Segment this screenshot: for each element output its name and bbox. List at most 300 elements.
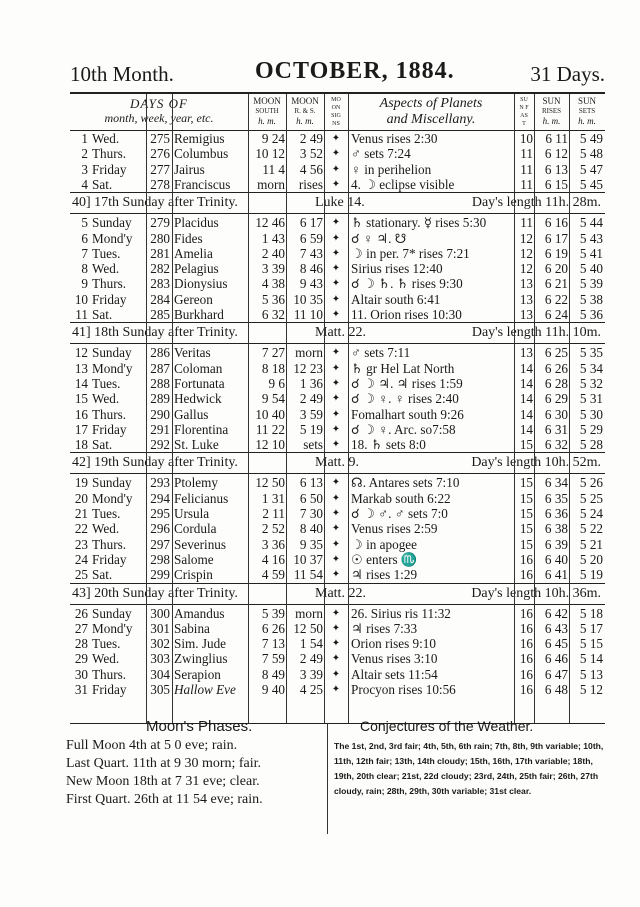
moon-phase-item: First Quart. 26th at 11 54 eve; rain. — [66, 792, 263, 807]
aspect-text: ☌ ☽ ♀. Arc. so7:58 — [351, 421, 456, 437]
weekday: Wed. — [92, 651, 120, 667]
weekday: Tues. — [92, 245, 121, 261]
sun-fast: 13 — [519, 307, 533, 322]
day-of-year: 276 — [150, 146, 170, 162]
moon-south: 10 40 — [255, 406, 285, 422]
day-row — [70, 276, 605, 291]
moon-phase-item: New Moon 18th at 7 31 eve; clear. — [66, 774, 260, 789]
col-days-of: DAYS OF month, week, year, etc. — [104, 96, 214, 125]
saint-name: Florentina — [174, 421, 229, 437]
sun-sets: 5 24 — [579, 506, 603, 521]
moon-rise-set: 12 23 — [293, 360, 323, 376]
column-rule — [324, 94, 325, 723]
sun-rises: 6 40 — [544, 551, 568, 567]
day-of-month: 8 — [81, 261, 88, 277]
day-of-year: 289 — [150, 391, 170, 407]
moon-south: 4 38 — [261, 276, 285, 292]
moon-south: 3 36 — [261, 536, 285, 552]
sun-sets: 5 36 — [579, 307, 603, 322]
sun-rises: 6 36 — [544, 506, 568, 521]
sun-rises: 6 20 — [544, 261, 568, 277]
day-row — [70, 162, 605, 177]
day-row — [70, 682, 605, 697]
zodiac-sign-icon: ✦ — [331, 523, 341, 535]
weekday: Thurs. — [92, 666, 127, 682]
day-of-month: 6 — [81, 230, 88, 246]
day-length: Day's length 10h. 52m. — [471, 455, 601, 471]
sun-rises: 6 30 — [544, 406, 568, 422]
moon-south: 1 31 — [261, 490, 285, 506]
column-rule — [348, 94, 349, 723]
aspect-text: ♂ sets 7:11 — [351, 345, 411, 361]
sun-sets: 5 15 — [579, 636, 603, 652]
section-divider — [327, 724, 328, 834]
sun-rises: 6 32 — [544, 437, 568, 453]
saint-name: Hedwick — [174, 391, 222, 407]
aspect-text: Altair south 6:41 — [351, 291, 441, 307]
sun-rises: 6 21 — [544, 276, 568, 292]
day-of-month: 18 — [74, 437, 88, 453]
day-of-year: 279 — [150, 215, 170, 231]
day-of-month: 23 — [74, 536, 88, 552]
day-of-year: 286 — [150, 345, 170, 361]
weekday: Thurs. — [92, 536, 127, 552]
day-length: Day's length 10h. 36m. — [471, 585, 601, 601]
moon-south: 2 11 — [262, 506, 285, 521]
moon-south: 4 16 — [261, 551, 285, 567]
week-reading: Matt. 9. — [315, 455, 359, 471]
column-rule — [569, 94, 570, 723]
weekday: Friday — [92, 421, 127, 437]
sun-sets: 5 14 — [579, 651, 603, 667]
moon-south: 1 43 — [261, 230, 285, 246]
moon-south: 2 40 — [261, 245, 285, 261]
zodiac-sign-icon: ✦ — [331, 569, 341, 581]
saint-name: Gallus — [174, 406, 209, 422]
sun-fast: 16 — [519, 620, 533, 636]
aspect-text: Sirius rises 12:40 — [351, 261, 443, 277]
saint-name: Sabina — [174, 620, 210, 636]
moon-south: 9 24 — [261, 131, 285, 146]
day-of-month: 21 — [74, 506, 88, 521]
moon-rise-set: 1 36 — [299, 375, 323, 391]
day-of-month: 4 — [81, 176, 88, 192]
moon-south: 11 22 — [255, 421, 285, 437]
sun-fast: 13 — [519, 276, 533, 292]
saint-name: Zwinglius — [174, 651, 228, 667]
day-of-year: 277 — [150, 161, 170, 177]
sun-rises: 6 28 — [544, 375, 568, 391]
sun-fast: 16 — [519, 651, 533, 667]
zodiac-sign-icon: ✦ — [331, 148, 341, 160]
week-header — [70, 322, 605, 344]
sun-rises: 6 22 — [544, 291, 568, 307]
saint-name: Placidus — [174, 215, 219, 231]
weekday: Tues. — [92, 375, 121, 391]
sun-rises: 6 47 — [544, 666, 568, 682]
day-row — [70, 552, 605, 567]
sun-fast: 14 — [519, 360, 533, 376]
zodiac-sign-icon: ✦ — [331, 553, 341, 565]
saint-name: Crispin — [174, 567, 213, 583]
weekday: Friday — [92, 291, 127, 307]
day-of-month: 30 — [74, 666, 88, 682]
zodiac-sign-icon: ✦ — [331, 607, 341, 619]
moon-phase-item: Last Quart. 11th at 9 30 morn; fair. — [66, 756, 262, 771]
sun-sets: 5 34 — [579, 360, 603, 376]
day-row — [70, 506, 605, 521]
day-of-month: 17 — [74, 421, 88, 437]
aspect-text: ♂ sets 7:24 — [351, 146, 411, 162]
weekday: Sat. — [92, 567, 113, 583]
day-of-month: 13 — [74, 360, 88, 376]
sun-rises: 6 35 — [544, 490, 568, 506]
days-count: 31 Days. — [530, 62, 605, 86]
moon-rise-set: 11 54 — [293, 567, 323, 583]
moon-rise-set: 7 43 — [299, 245, 323, 261]
day-of-year: 297 — [150, 536, 170, 552]
day-of-month: 5 — [81, 215, 88, 231]
day-row — [70, 376, 605, 391]
week-label: 42] 19th Sunday after Trinity. — [72, 455, 238, 471]
moon-rise-set: 5 19 — [299, 421, 323, 437]
week-label: 41] 18th Sunday after Trinity. — [72, 325, 238, 341]
moon-rise-set: 6 59 — [299, 230, 323, 246]
moon-south: 12 50 — [255, 475, 285, 491]
day-of-year: 294 — [150, 490, 170, 506]
sun-rises: 6 24 — [544, 307, 568, 322]
day-of-month: 19 — [74, 475, 88, 491]
zodiac-sign-icon: ✦ — [331, 393, 341, 405]
aspect-text: 11. Orion rises 10:30 — [351, 307, 462, 322]
saint-name: Serapion — [174, 666, 221, 682]
moon-rise-set: rises — [298, 176, 323, 192]
sun-fast: 15 — [519, 490, 533, 506]
weekday: Wed. — [92, 261, 120, 277]
saint-name: Columbus — [174, 146, 229, 162]
aspect-text: ☌ ♀ ♃. ☋ — [351, 230, 407, 246]
day-row — [70, 667, 605, 682]
aspect-text: Venus rises 2:59 — [351, 521, 438, 537]
aspect-text: ☌ ☽ ♀. ♀ rises 2:40 — [351, 391, 459, 407]
aspect-text: Altair sets 11:54 — [351, 666, 438, 682]
day-of-month: 24 — [74, 551, 88, 567]
aspect-text: Markab south 6:22 — [351, 490, 451, 506]
sun-sets: 5 43 — [579, 230, 603, 246]
moon-rise-set: morn — [295, 345, 323, 361]
day-of-year: 300 — [150, 605, 170, 621]
day-row — [70, 521, 605, 536]
day-of-year: 282 — [150, 261, 170, 277]
sun-rises: 6 39 — [544, 536, 568, 552]
page-header — [70, 58, 605, 88]
column-rule — [248, 94, 249, 723]
moon-rise-set: 4 25 — [299, 682, 323, 697]
sun-fast: 16 — [519, 605, 533, 621]
weekday: Wed. — [92, 391, 120, 407]
sun-rises: 6 25 — [544, 345, 568, 361]
zodiac-sign-icon: ✦ — [331, 247, 341, 259]
page-title: OCTOBER, 1884. — [255, 58, 455, 84]
aspect-text: ♄ stationary. ☿ rises 5:30 — [351, 215, 487, 231]
saint-name: Felicianus — [174, 490, 229, 506]
sun-sets: 5 35 — [579, 345, 603, 361]
zodiac-sign-icon: ✦ — [331, 178, 341, 190]
calendar-table — [70, 92, 605, 724]
day-of-month: 3 — [81, 161, 88, 177]
moon-rise-set: 3 52 — [299, 146, 323, 162]
sun-rises: 6 43 — [544, 620, 568, 636]
day-of-month: 9 — [81, 276, 88, 292]
col-moon-south: MOON SOUTH h. m. — [253, 96, 281, 126]
saint-name: Amandus — [174, 605, 225, 621]
moon-rise-set: sets — [303, 437, 323, 453]
col-sun-fast: SUN FAST — [519, 97, 529, 127]
moon-rise-set: 10 35 — [293, 291, 323, 307]
week-label: 43] 20th Sunday after Trinity. — [72, 585, 238, 601]
day-of-year: 283 — [150, 276, 170, 292]
sun-sets: 5 25 — [579, 490, 603, 506]
sun-sets: 5 17 — [579, 620, 603, 636]
day-of-year: 278 — [150, 176, 170, 192]
sun-fast: 15 — [519, 506, 533, 521]
sun-sets: 5 45 — [579, 176, 603, 192]
sun-fast: 14 — [519, 421, 533, 437]
day-row — [70, 567, 605, 582]
zodiac-sign-icon: ✦ — [331, 163, 341, 175]
saint-name: Amelia — [174, 245, 213, 261]
column-rule — [534, 94, 535, 723]
day-row — [70, 307, 605, 322]
zodiac-sign-icon: ✦ — [331, 622, 341, 634]
moon-rise-set: 6 50 — [299, 490, 323, 506]
sun-rises: 6 45 — [544, 636, 568, 652]
col-moon-signs: MOON SIGNS — [331, 97, 341, 127]
sun-fast: 14 — [519, 406, 533, 422]
sun-fast: 13 — [519, 291, 533, 307]
moon-rise-set: morn — [295, 605, 323, 621]
aspect-text: Fomalhart south 9:26 — [351, 406, 464, 422]
weekday: Wed. — [92, 521, 120, 537]
day-of-year: 304 — [150, 666, 170, 682]
moon-rise-set: 9 35 — [299, 536, 323, 552]
day-of-month: 29 — [74, 651, 88, 667]
zodiac-sign-icon: ✦ — [331, 423, 341, 435]
col-sun-sets: SUN SETS h. m. — [577, 96, 596, 126]
moon-south: 7 27 — [261, 345, 285, 361]
day-of-year: 281 — [150, 245, 170, 261]
sun-sets: 5 41 — [579, 245, 603, 261]
day-of-year: 303 — [150, 651, 170, 667]
saint-name: Coloman — [174, 360, 223, 376]
day-of-year: 298 — [150, 551, 170, 567]
sun-rises: 6 13 — [544, 161, 568, 177]
weekday: Mond'y — [92, 490, 133, 506]
week-header — [70, 452, 605, 474]
aspect-text: ☌ ☽ ♄. ♄ rises 9:30 — [351, 276, 463, 292]
day-of-month: 7 — [81, 245, 88, 261]
column-rule — [146, 94, 147, 723]
day-row — [70, 437, 605, 452]
aspect-text: ♀ in perihelion — [351, 161, 432, 177]
sun-fast: 15 — [519, 521, 533, 537]
day-row — [70, 231, 605, 246]
sun-sets: 5 32 — [579, 375, 603, 391]
day-row — [70, 491, 605, 506]
sun-fast: 15 — [519, 437, 533, 453]
zodiac-sign-icon: ✦ — [331, 293, 341, 305]
sun-rises: 6 46 — [544, 651, 568, 667]
day-of-year: 301 — [150, 620, 170, 636]
sun-sets: 5 29 — [579, 421, 603, 437]
sun-sets: 5 38 — [579, 291, 603, 307]
aspect-text: 18. ♄ sets 8:0 — [351, 437, 426, 453]
day-of-year: 295 — [150, 506, 170, 521]
weekday: Friday — [92, 551, 127, 567]
column-rule — [514, 94, 515, 723]
week-label: 40] 17th Sunday after Trinity. — [72, 195, 238, 211]
moon-rise-set: 12 50 — [293, 620, 323, 636]
zodiac-sign-icon: ✦ — [331, 668, 341, 680]
aspect-text: Orion rises 9:10 — [351, 636, 436, 652]
week-reading: Luke 14. — [315, 195, 365, 211]
day-of-month: 25 — [74, 567, 88, 583]
sun-rises: 6 42 — [544, 605, 568, 621]
sun-fast: 15 — [519, 475, 533, 491]
day-row — [70, 407, 605, 422]
sun-rises: 6 38 — [544, 521, 568, 537]
aspect-text: 26. Sirius ris 11:32 — [351, 605, 451, 621]
moon-south: 12 46 — [255, 215, 285, 231]
aspect-text: 4. ☽ eclipse visible — [351, 176, 455, 192]
week-reading: Matt. 22. — [315, 585, 366, 601]
sun-sets: 5 31 — [579, 391, 603, 407]
moon-south: 7 13 — [261, 636, 285, 652]
column-headers — [70, 94, 605, 131]
moon-rise-set: 3 59 — [299, 406, 323, 422]
sun-fast: 11 — [520, 176, 533, 192]
day-of-year: 285 — [150, 307, 170, 322]
moon-rise-set: 10 37 — [293, 551, 323, 567]
day-row — [70, 246, 605, 261]
saint-name: Burkhard — [174, 307, 224, 322]
day-row — [70, 621, 605, 636]
moon-rise-set: 11 10 — [293, 307, 323, 322]
moon-rise-set: 2 49 — [299, 131, 323, 146]
zodiac-sign-icon: ✦ — [331, 232, 341, 244]
weekday: Thurs. — [92, 406, 127, 422]
weather-text: The 1st, 2nd, 3rd fair; 4th, 5th, 6th rain; 7th, 8th, 9th variable; 10th, 11th, 12th fair; 13th, 14th cloudy; 15th, 16th, 17th variable; 18th, 19th, 20th clear; 21st, 22d cloudy; 23rd, 24th, 25th fair; 26th, 27th cloudy, rain; 28th, 29th, 30th variable; 31st clear. — [334, 741, 604, 797]
zodiac-sign-icon: ✦ — [331, 439, 341, 451]
moon-phase-item: Full Moon 4th at 5 0 eve; rain. — [66, 738, 238, 753]
saint-name: Pelagius — [174, 261, 219, 277]
moon-south: 3 39 — [261, 261, 285, 277]
moon-south: 8 18 — [261, 360, 285, 376]
sun-fast: 11 — [520, 146, 533, 162]
day-of-year: 280 — [150, 230, 170, 246]
sun-sets: 5 13 — [579, 666, 603, 682]
sun-rises: 6 12 — [544, 146, 568, 162]
sun-fast: 12 — [519, 245, 533, 261]
sun-sets: 5 22 — [579, 521, 603, 537]
weather-title: Conjectures of the Weather. — [360, 718, 534, 734]
saint-name: Severinus — [174, 536, 227, 552]
sun-fast: 16 — [519, 666, 533, 682]
moon-south: 10 12 — [255, 146, 285, 162]
aspect-text: ☌ ☽ ♃. ♃ rises 1:59 — [351, 375, 463, 391]
sun-rises: 6 17 — [544, 230, 568, 246]
sun-rises: 6 34 — [544, 475, 568, 491]
aspect-text: ☽ in apogee — [351, 536, 418, 552]
sun-sets: 5 12 — [579, 682, 603, 697]
sun-sets: 5 40 — [579, 261, 603, 277]
day-of-year: 302 — [150, 636, 170, 652]
sun-fast: 16 — [519, 551, 533, 567]
saint-name: Fides — [174, 230, 203, 246]
sun-sets: 5 20 — [579, 551, 603, 567]
weekday: Sat. — [92, 307, 113, 322]
day-of-year: 290 — [150, 406, 170, 422]
saint-name: Remigius — [174, 131, 225, 146]
sun-fast: 16 — [519, 567, 533, 583]
zodiac-sign-icon: ✦ — [331, 653, 341, 665]
day-row — [70, 636, 605, 651]
saint-name: Fortunata — [174, 375, 225, 391]
col-sun-rises: SUN RISES h. m. — [541, 96, 562, 126]
zodiac-sign-icon: ✦ — [331, 477, 341, 489]
day-row — [70, 215, 605, 230]
sun-sets: 5 28 — [579, 437, 603, 453]
saint-name: Veritas — [174, 345, 211, 361]
sun-fast: 11 — [520, 215, 533, 231]
month-label: 10th Month. — [70, 62, 174, 86]
zodiac-sign-icon: ✦ — [331, 309, 341, 320]
day-of-month: 12 — [74, 345, 88, 361]
weekday: Sunday — [92, 475, 132, 491]
sun-fast: 14 — [519, 391, 533, 407]
moon-south: 6 32 — [261, 307, 285, 322]
zodiac-sign-icon: ✦ — [331, 362, 341, 374]
day-length: Day's length 11h. 28m. — [471, 195, 601, 211]
sun-sets: 5 44 — [579, 215, 603, 231]
moon-rise-set: 6 13 — [299, 475, 323, 491]
col-moon-rs: MOON R. & S. h. m. — [291, 96, 319, 126]
day-of-month: 10 — [74, 291, 88, 307]
day-of-month: 1 — [81, 131, 88, 146]
saint-name: Salome — [174, 551, 214, 567]
day-row — [70, 261, 605, 276]
moon-rise-set: 7 30 — [299, 506, 323, 521]
sun-fast: 10 — [519, 131, 533, 146]
sun-rises: 6 26 — [544, 360, 568, 376]
moon-rise-set: 1 54 — [299, 636, 323, 652]
moon-rise-set: 4 56 — [299, 161, 323, 177]
sun-sets: 5 30 — [579, 406, 603, 422]
moon-south: 9 6 — [268, 375, 285, 391]
sun-sets: 5 19 — [579, 567, 603, 583]
day-row — [70, 131, 605, 146]
day-of-year: 284 — [150, 291, 170, 307]
weekday: Sat. — [92, 437, 113, 453]
moon-south: 11 4 — [262, 161, 285, 177]
sun-sets: 5 39 — [579, 276, 603, 292]
day-of-year: 305 — [150, 682, 170, 697]
moon-south: 8 49 — [261, 666, 285, 682]
moon-rise-set: 8 40 — [299, 521, 323, 537]
moon-south: 12 10 — [255, 437, 285, 453]
weekday: Thurs. — [92, 146, 127, 162]
moon-rise-set: 3 39 — [299, 666, 323, 682]
